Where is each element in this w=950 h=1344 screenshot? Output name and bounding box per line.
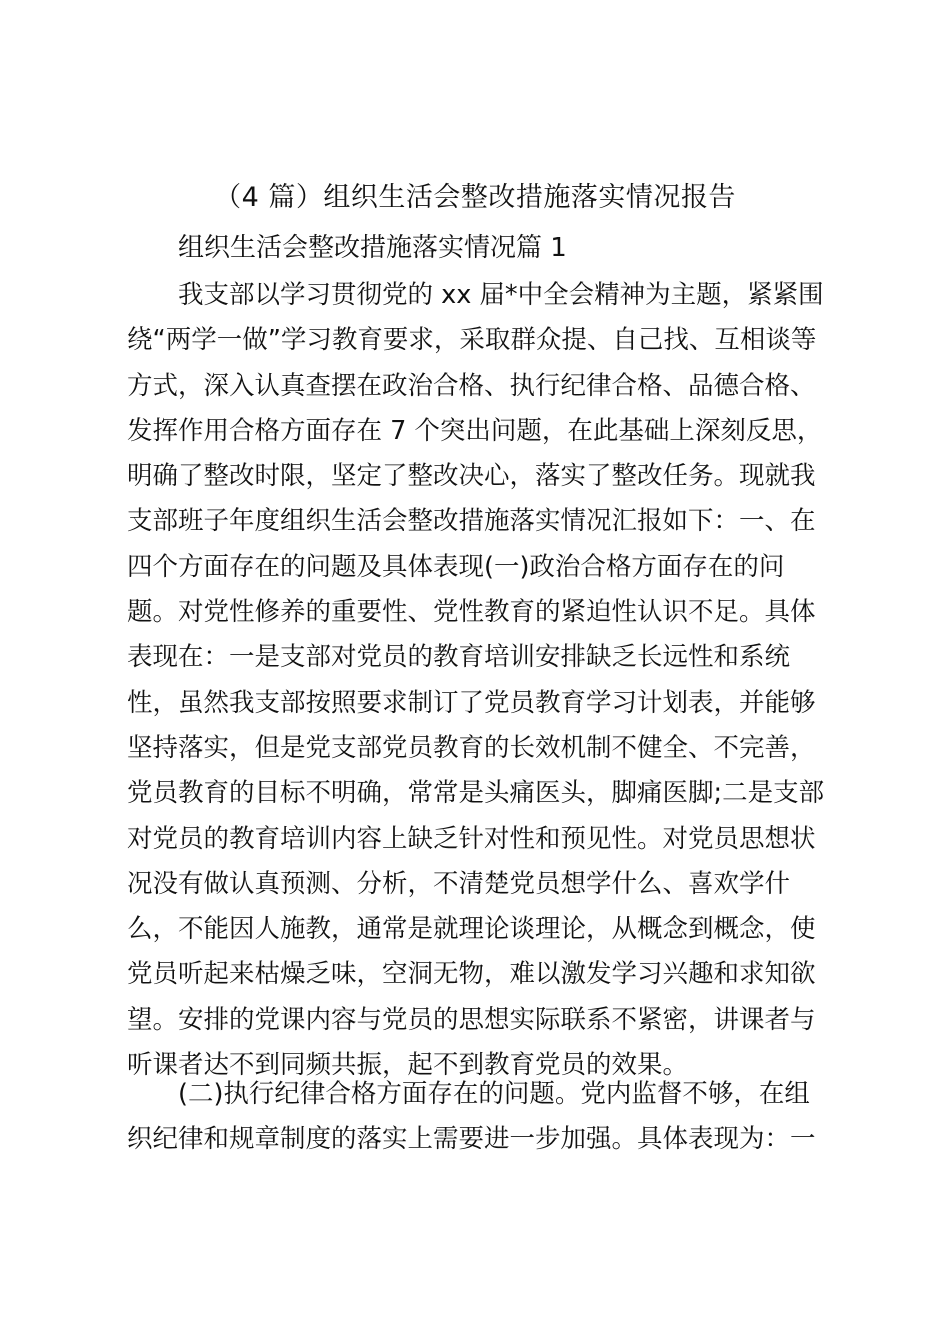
text-line: 党员教育的目标不明确，常常是头痛医头，脚痛医脚;二是支部 (127, 778, 825, 809)
section-heading: 组织生活会整改措施落实情况篇 1 (178, 233, 567, 263)
text-line: 题。对党性修养的重要性、党性教育的紧迫性认识不足。具体 (127, 597, 816, 628)
text-line: 望。安排的党课内容与党员的思想实际联系不紧密，讲课者与 (127, 1004, 816, 1035)
text-line: 方式，深入认真查摆在政治合格、执行纪律合格、品德合格、 (127, 370, 816, 401)
document-title: （4 篇）组织生活会整改措施落实情况报告 (214, 182, 736, 213)
text-line: 党员听起来枯燥乏味，空洞无物，难以激发学习兴趣和求知欲 (127, 959, 816, 990)
text-line: 发挥作用合格方面存在 7 个突出问题，在此基础上深刻反思， (127, 415, 823, 446)
text-line: 织纪律和规章制度的落实上需要进一步加强。具体表现为：一 (127, 1124, 816, 1155)
text-line: 对党员的教育培训内容上缺乏针对性和预见性。对党员思想状 (127, 823, 816, 854)
text-line: 表现在：一是支部对党员的教育培训安排缺乏长远性和系统 (127, 642, 791, 673)
text-line: 四个方面存在的问题及具体表现(一)政治合格方面存在的问 (127, 551, 785, 582)
text-line: (二)执行纪律合格方面存在的问题。党内监督不够，在组 (178, 1079, 810, 1109)
text-line: 听课者达不到同频共振，起不到教育党员的效果。 (127, 1050, 689, 1081)
text-line: 我支部以学习贯彻党的 xx 届*中全会精神为主题，紧紧围 (178, 280, 824, 310)
paragraph-2 (127, 1072, 827, 1163)
text-line: 么，不能因人施教，通常是就理论谈理论，从概念到概念，使 (127, 914, 816, 945)
text-line: 支部班子年度组织生活会整改措施落实情况汇报如下：一、在 (127, 506, 816, 537)
paragraph-1 (127, 273, 827, 1088)
text-line: 况没有做认真预测、分析，不清楚党员想学什么、喜欢学什 (127, 868, 791, 899)
text-line: 明确了整改时限，坚定了整改决心，落实了整改任务。现就我 (127, 461, 816, 492)
text-line: 绕“两学一做”学习教育要求，采取群众提、自己找、互相谈等 (127, 325, 817, 356)
text-line: 性，虽然我支部按照要求制订了党员教育学习计划表，并能够 (127, 687, 816, 718)
text-line: 坚持落实，但是党支部党员教育的长效机制不健全、不完善， (127, 732, 816, 763)
